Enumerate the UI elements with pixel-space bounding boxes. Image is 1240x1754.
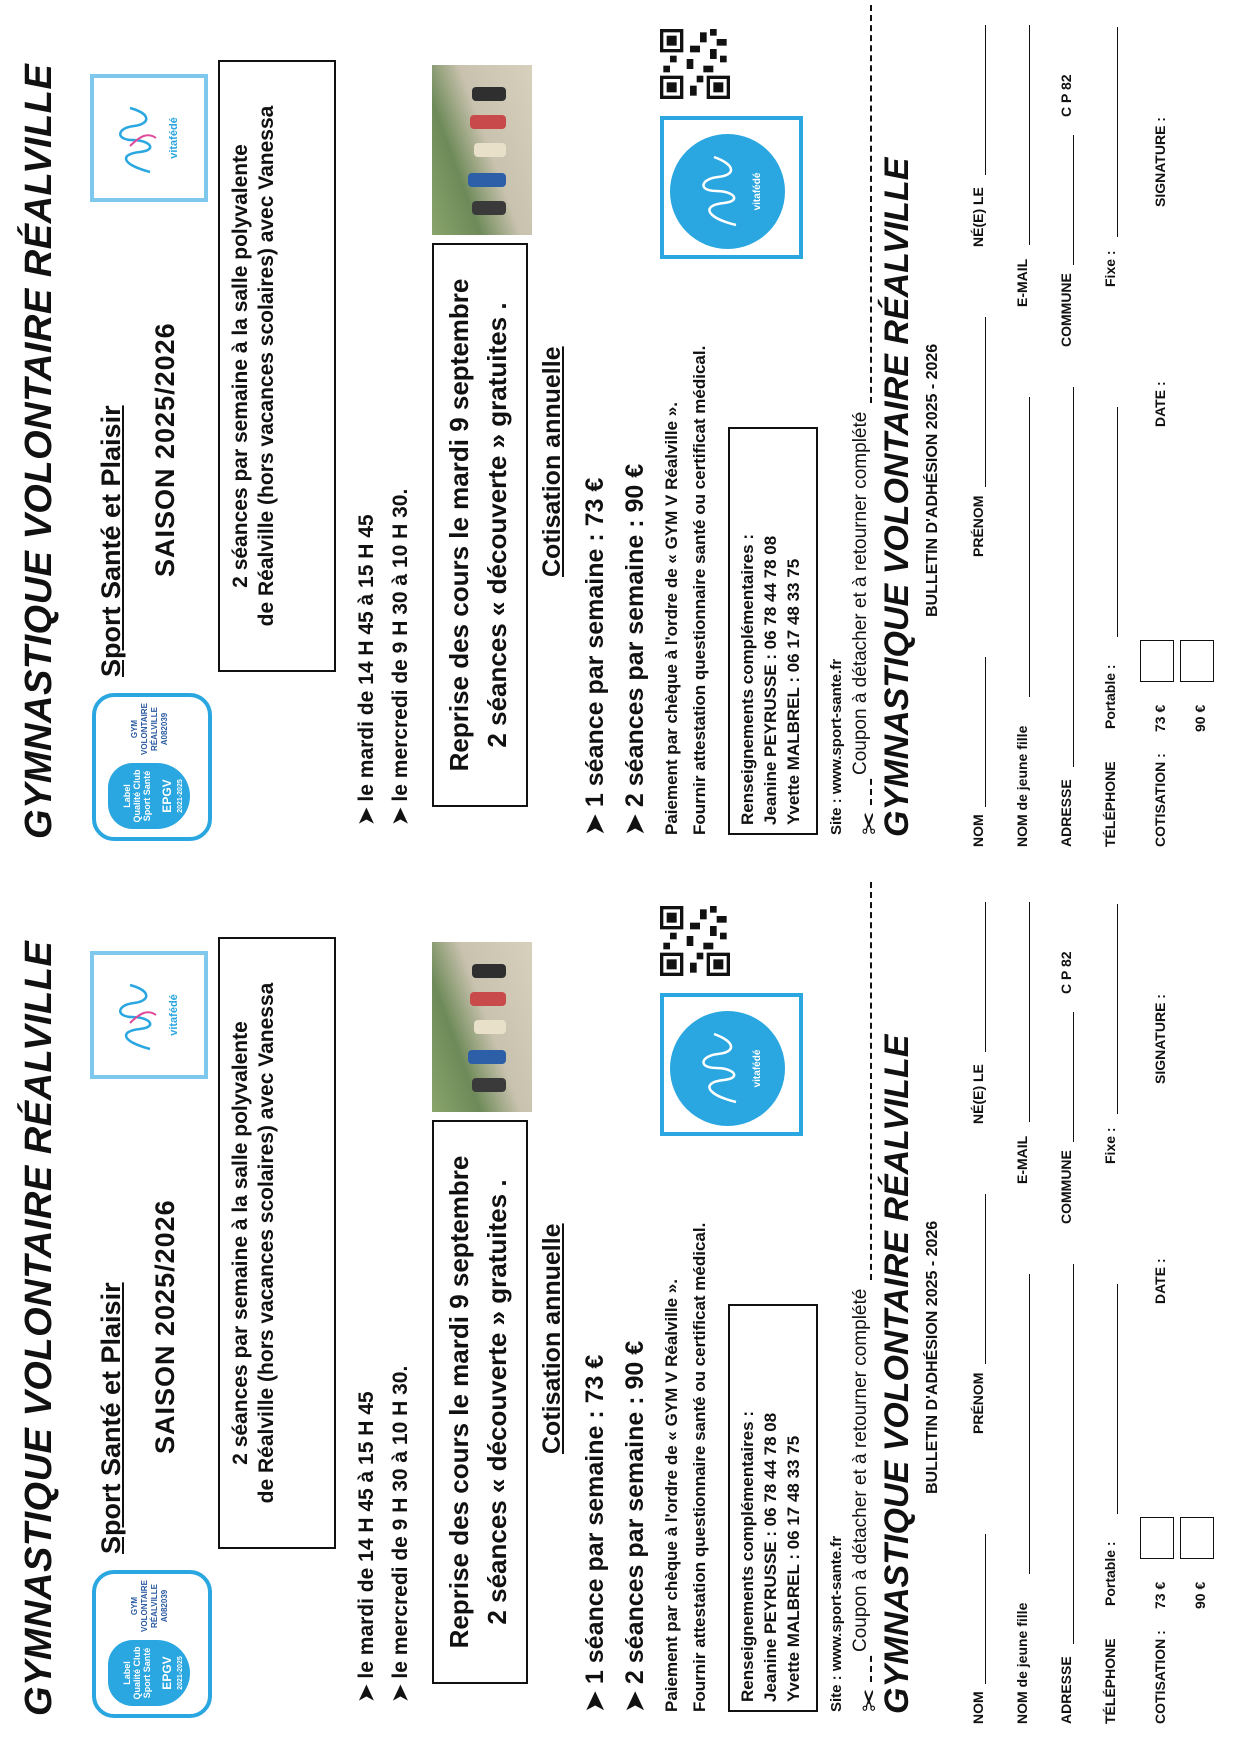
field-label: ADRESSE	[1058, 779, 1074, 847]
session-item: ➤ le mardi de 14 H 45 à 15 H 45	[355, 514, 378, 825]
cotisation-item: ➤ 1 séance par semaine : 73 €	[581, 1354, 609, 1712]
field-label: DATE :	[1152, 381, 1168, 427]
cotisation-title: Cotisation annuelle	[538, 1223, 566, 1454]
cotisation-73-checkbox[interactable]	[1140, 1517, 1174, 1559]
schedule-line: de Réalville (hors vacances scolaires) avec Vanessa	[255, 982, 278, 1504]
birthdate-input[interactable]	[985, 902, 986, 1052]
coupon-text: Coupon à détacher et à retourner complété	[850, 404, 872, 775]
club-line: RÉALVILLE	[150, 1584, 159, 1628]
form-title: GYMNASTIQUE VOLONTAIRE RÉALVILLE	[878, 157, 916, 837]
payment-line: Fournir attestation questionnaire santé ou certificat médical.	[690, 1222, 709, 1712]
schedule-box	[218, 60, 336, 672]
club-line: A082039	[160, 712, 169, 746]
reprise-line: Reprise des cours le mardi 9 septembre	[444, 1155, 474, 1649]
shield-line: Label	[122, 784, 132, 808]
field-label: NOM	[970, 814, 986, 847]
prenom-input[interactable]	[985, 1194, 986, 1364]
cotisation-90-checkbox[interactable]	[1180, 640, 1214, 682]
label-shield-icon	[108, 763, 190, 829]
payment-line: Paiement par chèque à l'ordre de « GYM V Réalville ».	[662, 1279, 681, 1712]
field-label: 73 €	[1152, 1581, 1168, 1609]
field-label: TÉLÉPHONE	[1102, 1638, 1118, 1724]
landline-input[interactable]	[1117, 904, 1118, 1114]
bulletin-title: BULLETIN D'ADHÉSION 2025 - 2026	[924, 343, 941, 617]
form-row-adresse	[1038, 884, 1078, 1724]
birthdate-input[interactable]	[985, 25, 986, 175]
flyer-title: GYMNASTIQUE VOLONTAIRE RÉALVILLE	[18, 63, 60, 839]
cotisation-item: ➤ 1 séance par semaine : 73 €	[581, 477, 609, 835]
session-text: le mercredi de 9 H 30 à 10 H 30.	[389, 1365, 412, 1679]
field-label: Fixe :	[1102, 250, 1118, 287]
label-shield-icon	[108, 1640, 190, 1706]
coupon-text: Coupon à détacher et à retourner complété	[850, 1281, 872, 1652]
scissors-icon: ✂	[854, 1688, 885, 1712]
cotisation-text: 1 séance par semaine : 73 €	[581, 477, 609, 808]
address-input[interactable]	[1073, 1264, 1074, 1644]
field-label: Portable :	[1102, 1541, 1118, 1606]
schedule-line: de Réalville (hors vacances scolaires) avec Vanessa	[255, 105, 278, 627]
schedule-line: 2 séances par semaine à la salle polyvalente	[229, 1021, 252, 1465]
nom-input[interactable]	[985, 1534, 986, 1684]
flyer-subtitle: Sport Santé et Plaisir	[96, 1282, 126, 1554]
vitafede-round-logo	[660, 993, 803, 1136]
field-label: C P 82	[1058, 74, 1074, 117]
group-photo	[432, 65, 532, 235]
payment-line: Paiement par chèque à l'ordre de « GYM V Réalville ».	[662, 402, 681, 835]
field-label: PRÉNOM	[970, 495, 986, 557]
commune-input[interactable]	[1073, 1012, 1074, 1142]
field-label: TÉLÉPHONE	[1102, 761, 1118, 847]
site-link[interactable]: Site : www.sport-sante.fr	[828, 1535, 845, 1712]
cotisation-text: 2 séances par semaine : 90 €	[621, 1340, 649, 1685]
rotated-flyer	[0, 877, 1240, 1754]
qr-code-icon[interactable]	[660, 906, 730, 976]
form-title: GYMNASTIQUE VOLONTAIRE RÉALVILLE	[878, 1034, 916, 1714]
session-text: le mardi de 14 H 45 à 15 H 45	[355, 1391, 378, 1679]
reprise-line: Reprise des cours le mardi 9 septembre	[444, 278, 474, 772]
form-row-jeune-fille	[994, 884, 1034, 1724]
schedule-line: 2 séances par semaine à la salle polyvalente	[229, 144, 252, 588]
session-item: ➤ le mercredi de 9 H 30 à 10 H 30.	[389, 488, 412, 825]
bulletin-title: BULLETIN D'ADHÉSION 2025 - 2026	[924, 1220, 941, 1494]
field-label: E-MAIL	[1014, 258, 1030, 307]
field-label: SIGNATURE :	[1152, 994, 1168, 1084]
contact-line: Yvette MALBREL : 06 17 48 33 75	[784, 1435, 803, 1702]
field-label: 90 €	[1192, 704, 1208, 732]
field-label: 73 €	[1152, 704, 1168, 732]
scissors-icon: ✂	[854, 811, 885, 835]
field-label: ADRESSE	[1058, 1656, 1074, 1724]
cotisation-90-checkbox[interactable]	[1180, 1517, 1214, 1559]
reprise-box	[432, 1120, 528, 1684]
contact-line: Jeanine PEYRUSSE : 06 78 44 78 08	[761, 535, 780, 825]
form-row-jeune-fille	[994, 7, 1034, 847]
shield-line: Label	[122, 1661, 132, 1685]
club-line: A082039	[160, 1589, 169, 1623]
vitafede-wordmark: vitafédé	[168, 117, 180, 159]
mobile-input[interactable]	[1117, 1284, 1118, 1514]
vitafede-scribble-icon	[692, 153, 746, 229]
vitafede-scribble-icon	[692, 1030, 746, 1106]
contact-heading: Renseignements complémentaires :	[738, 534, 757, 825]
shield-line: Qualité Club	[132, 769, 142, 823]
shield-line: Sport Santé	[142, 770, 152, 822]
flyer-title: GYMNASTIQUE VOLONTAIRE RÉALVILLE	[18, 940, 60, 1716]
payment-line: Fournir attestation questionnaire santé ou certificat médical.	[690, 345, 709, 835]
cotisation-text: 1 séance par semaine : 73 €	[581, 1354, 609, 1685]
flyer-subtitle: Sport Santé et Plaisir	[96, 405, 126, 677]
field-label: COTISATION :	[1152, 1630, 1168, 1724]
field-label: Portable :	[1102, 664, 1118, 729]
field-label: NOM	[970, 1691, 986, 1724]
form-row-adresse	[1038, 7, 1078, 847]
field-label: SIGNATURE :	[1152, 117, 1168, 207]
shield-line: Sport Santé	[142, 1647, 152, 1699]
form-row-cotisation-90	[1172, 884, 1212, 1724]
field-label: C P 82	[1058, 951, 1074, 994]
commune-input[interactable]	[1073, 135, 1074, 265]
email-input[interactable]	[1029, 902, 1030, 1122]
vitafede-wordmark: vitafédé	[752, 172, 763, 211]
club-id	[130, 701, 170, 757]
field-label: COMMUNE	[1058, 1150, 1074, 1224]
season-label: SAISON 2025/2026	[150, 1199, 180, 1454]
field-label: 90 €	[1192, 1581, 1208, 1609]
contact-line: Jeanine PEYRUSSE : 06 78 44 78 08	[761, 1412, 780, 1702]
vitafede-wordmark: vitafédé	[752, 1049, 763, 1088]
epgv-brand: EPGV	[160, 1656, 174, 1690]
contact-box	[728, 1304, 818, 1712]
prenom-input[interactable]	[985, 317, 986, 487]
epgv-logo	[92, 1570, 212, 1718]
epgv-years: 2021-2025	[177, 1656, 184, 1690]
field-label: NOM de jeune fille	[1014, 1602, 1030, 1724]
shield-line: Qualité Club	[132, 1646, 142, 1700]
reprise-line: 2 séances « découverte » gratuites .	[482, 302, 512, 748]
field-label: NOM de jeune fille	[1014, 725, 1030, 847]
maiden-name-input[interactable]	[1029, 397, 1030, 697]
nom-input[interactable]	[985, 657, 986, 807]
season-label: SAISON 2025/2026	[150, 322, 180, 577]
club-line: GYM VOLONTAIRE	[130, 703, 149, 755]
vitafede-logo	[90, 74, 208, 202]
cotisation-title: Cotisation annuelle	[538, 346, 566, 577]
form-row-nom	[950, 7, 990, 847]
form-row-telephone	[1082, 7, 1122, 847]
club-line: GYM VOLONTAIRE	[130, 1580, 149, 1632]
field-label: NÉ(E) LE	[970, 187, 986, 247]
qr-code-icon[interactable]	[660, 29, 730, 99]
field-label: DATE :	[1152, 1258, 1168, 1304]
field-label: E-MAIL	[1014, 1135, 1030, 1184]
schedule-box	[218, 937, 336, 1549]
form-row-nom	[950, 884, 990, 1724]
vitafede-round-logo	[660, 116, 803, 259]
session-item: ➤ le mardi de 14 H 45 à 15 H 45	[355, 1391, 378, 1702]
field-label: COMMUNE	[1058, 273, 1074, 347]
address-input[interactable]	[1073, 387, 1074, 767]
vitafede-scribble-icon	[110, 981, 160, 1053]
vitafede-scribble-icon	[110, 104, 160, 176]
cotisation-73-checkbox[interactable]	[1140, 640, 1174, 682]
reprise-box	[432, 243, 528, 807]
cotisation-item: ➤ 2 séances par semaine : 90 €	[621, 1340, 649, 1712]
club-line: RÉALVILLE	[150, 707, 159, 751]
site-link[interactable]: Site : www.sport-sante.fr	[828, 658, 845, 835]
field-label: COTISATION :	[1152, 753, 1168, 847]
email-input[interactable]	[1029, 25, 1030, 245]
form-row-cotisation	[1132, 7, 1172, 847]
group-photo	[432, 942, 532, 1112]
mobile-input[interactable]	[1117, 407, 1118, 637]
session-text: le mardi de 14 H 45 à 15 H 45	[355, 514, 378, 802]
field-label: Fixe :	[1102, 1127, 1118, 1164]
vitafede-wordmark: vitafédé	[168, 994, 180, 1036]
session-item: ➤ le mercredi de 9 H 30 à 10 H 30.	[389, 1365, 412, 1702]
field-label: NÉ(E) LE	[970, 1064, 986, 1124]
epgv-years: 2021-2025	[177, 779, 184, 813]
form-row-cotisation-90	[1172, 7, 1212, 847]
session-text: le mercredi de 9 H 30 à 10 H 30.	[389, 488, 412, 802]
reprise-line: 2 séances « découverte » gratuites .	[482, 1179, 512, 1625]
epgv-logo	[92, 693, 212, 841]
epgv-brand: EPGV	[160, 779, 174, 813]
contact-heading: Renseignements complémentaires :	[738, 1411, 757, 1702]
club-id	[130, 1578, 170, 1634]
form-row-telephone	[1082, 884, 1122, 1724]
vitafede-circle	[670, 134, 785, 249]
flyer-copy-bottom	[0, 877, 1240, 1754]
cotisation-text: 2 séances par semaine : 90 €	[621, 463, 649, 808]
cotisation-item: ➤ 2 séances par semaine : 90 €	[621, 463, 649, 835]
form-row-cotisation	[1132, 884, 1172, 1724]
vitafede-circle	[670, 1011, 785, 1126]
field-label: PRÉNOM	[970, 1372, 986, 1434]
vitafede-logo	[90, 951, 208, 1079]
landline-input[interactable]	[1117, 27, 1118, 237]
maiden-name-input[interactable]	[1029, 1274, 1030, 1574]
contact-line: Yvette MALBREL : 06 17 48 33 75	[784, 558, 803, 825]
contact-box	[728, 427, 818, 835]
